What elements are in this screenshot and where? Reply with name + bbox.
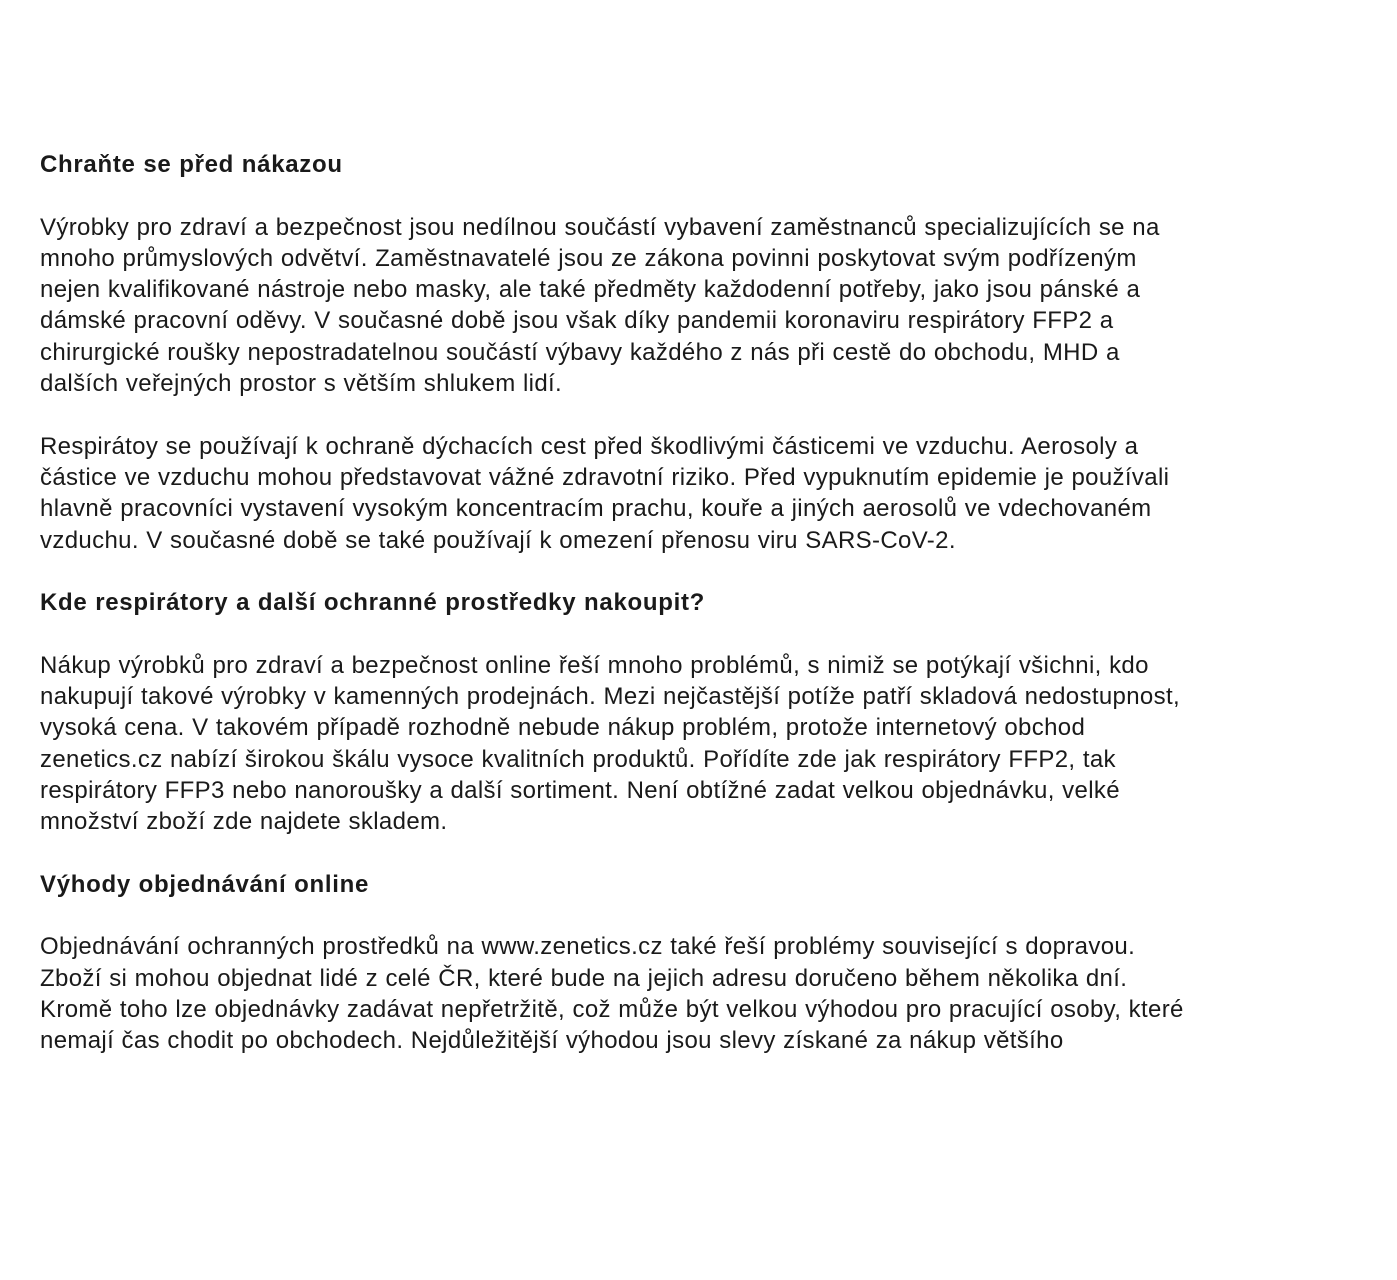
paragraph-line: zenetics.cz nabízí širokou škálu vysoce kvalitních produktů. Pořídíte zde jak respirátory FFP2, tak	[40, 745, 1116, 773]
spacer	[40, 556, 1360, 587]
article-body	[40, 149, 1360, 1057]
paragraph-line: nakupují takové výrobky v kamenných prodejnách. Mezi nejčastější potíže patří skladová nedostupnost,	[40, 683, 1181, 711]
section-heading-where-to-buy: Kde respirátory a další ochranné prostředky nakoupit?	[40, 589, 705, 617]
section-heading-advantages: Výhody objednávání online	[40, 870, 370, 898]
paragraph-line: částice ve vzduchu mohou představovat vážné zdravotní riziko. Před vypuknutím epidemie je používali	[40, 463, 1170, 491]
section-heading-protection: Chraňte se před nákazou	[40, 151, 343, 178]
paragraph-line: respirátory FFP3 nebo nanoroušky a další sortiment. Není obtížné zadat velkou objednávku, velké	[40, 776, 1120, 804]
spacer	[40, 838, 1360, 869]
spacer	[40, 399, 1360, 430]
paragraph-line: hlavně pracovníci vystavení vysokým koncentracím prachu, kouře a jiných aerosolů ve vdechovaném	[40, 495, 1152, 523]
spacer	[40, 900, 1360, 931]
paragraph-line: Respirátoy se používají k ochraně dýchacích cest před škodlivými částicemi ve vzduchu. Aerosoly a	[40, 432, 1139, 460]
spacer	[40, 618, 1360, 649]
paragraph-line: množství zboží zde najdete skladem.	[40, 808, 448, 836]
paragraph-advantages	[40, 931, 1360, 1056]
paragraph-line: Nákup výrobků pro zdraví a bezpečnost online řeší mnoho problémů, s nimiž se potýkají všichni, kdo	[40, 651, 1149, 679]
spacer	[40, 180, 1360, 211]
paragraph-line: mnoho průmyslových odvětví. Zaměstnavatelé jsou ze zákona povinni poskytovat svým podřízeným	[40, 244, 1137, 272]
paragraph-line: nejen kvalifikované nástroje nebo masky, ale také předměty každodenní potřeby, jako jsou pánské a	[40, 276, 1141, 304]
paragraph-line: dámské pracovní oděvy. V současné době jsou však díky pandemii koronaviru respirátory FFP2 a	[40, 307, 1114, 335]
paragraph-line: Výrobky pro zdraví a bezpečnost jsou nedílnou součástí vybavení zaměstnanců specializujících se na	[40, 213, 1160, 241]
paragraph-respirators	[40, 431, 1360, 556]
paragraph-line: vysoká cena. V takovém případě rozhodně nebude nákup problém, protože internetový obchod	[40, 714, 1086, 742]
paragraph-line: Kromě toho lze objednávky zadávat nepřetržitě, což může být velkou výhodou pro pracující osoby, které	[40, 996, 1184, 1024]
paragraph-line: nemají čas chodit po obchodech. Nejdůležitější výhodou jsou slevy získané za nákup většího	[40, 1027, 1064, 1055]
paragraph-online-shopping	[40, 650, 1360, 838]
paragraph-line: dalších veřejných prostor s větším shlukem lidí.	[40, 370, 563, 398]
paragraph-line: vzduchu. V současné době se také používají k omezení přenosu viru SARS-CoV-2.	[40, 526, 956, 554]
paragraph-line: Zboží si mohou objednat lidé z celé ČR, které bude na jejich adresu doručeno během několika dní.	[40, 964, 1128, 992]
paragraph-intro	[40, 212, 1360, 400]
paragraph-line: Objednávání ochranných prostředků na www.zenetics.cz také řeší problémy související s dopravou.	[40, 933, 1136, 961]
paragraph-line: chirurgické roušky nepostradatelnou součástí výbavy každého z nás při cestě do obchodu, MHD a	[40, 338, 1120, 366]
